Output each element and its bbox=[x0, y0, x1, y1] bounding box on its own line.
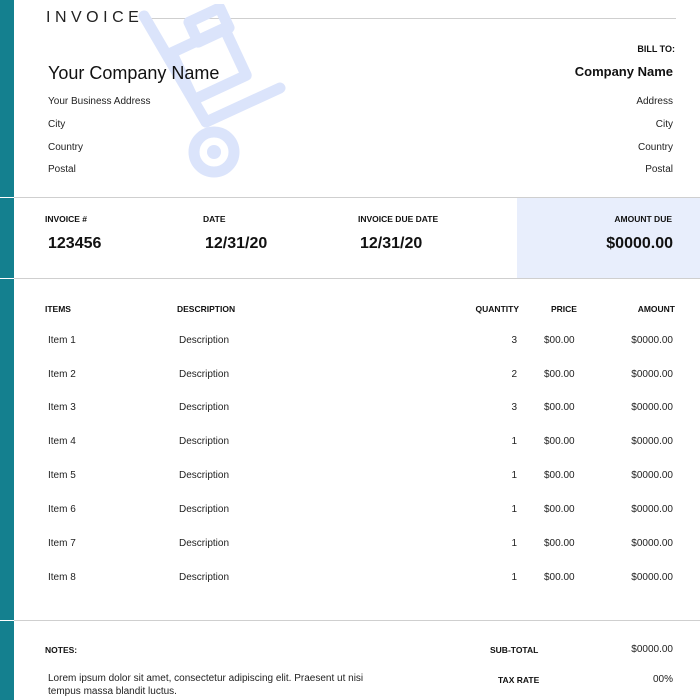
sender-city: City bbox=[48, 119, 66, 130]
item-name: Item 3 bbox=[48, 402, 76, 413]
table-row bbox=[14, 335, 700, 355]
invoice-date: 12/31/20 bbox=[205, 235, 268, 252]
invoice-number-label: INVOICE # bbox=[45, 214, 88, 224]
table-row bbox=[14, 369, 700, 389]
item-price: $00.00 bbox=[544, 538, 575, 549]
item-quantity: 1 bbox=[511, 470, 517, 481]
accent-bar bbox=[0, 0, 14, 197]
item-amount: $0000.00 bbox=[631, 538, 673, 549]
table-row bbox=[14, 538, 700, 558]
hand-truck-icon bbox=[128, 4, 298, 182]
item-name: Item 5 bbox=[48, 470, 76, 481]
date-label: DATE bbox=[203, 214, 226, 224]
item-price: $00.00 bbox=[544, 470, 575, 481]
item-quantity: 1 bbox=[511, 504, 517, 515]
item-amount: $0000.00 bbox=[631, 436, 673, 447]
due-date: 12/31/20 bbox=[360, 235, 423, 252]
item-quantity: 1 bbox=[511, 538, 517, 549]
table-row bbox=[14, 402, 700, 422]
section-divider bbox=[14, 278, 700, 279]
column-header-amount: AMOUNT bbox=[637, 304, 675, 314]
item-quantity: 2 bbox=[511, 369, 517, 380]
item-name: Item 8 bbox=[48, 572, 76, 583]
item-price: $00.00 bbox=[544, 369, 575, 380]
table-row bbox=[14, 436, 700, 456]
column-header-price: PRICE bbox=[551, 304, 577, 314]
item-amount: $0000.00 bbox=[631, 335, 673, 346]
sender-postal: Postal bbox=[48, 164, 76, 175]
client-address: Address bbox=[636, 96, 673, 107]
subtotal-label: SUB-TOTAL bbox=[490, 645, 539, 655]
item-price: $00.00 bbox=[544, 572, 575, 583]
bill-to-label: BILL TO: bbox=[637, 44, 675, 54]
item-amount: $0000.00 bbox=[631, 572, 673, 583]
amount-due-label: AMOUNT DUE bbox=[614, 214, 672, 224]
tax-rate-label: TAX RATE bbox=[498, 675, 540, 685]
client-city: City bbox=[655, 119, 673, 130]
invoice-number: 123456 bbox=[48, 235, 102, 252]
table-row bbox=[14, 572, 700, 592]
notes-label: NOTES: bbox=[45, 645, 78, 655]
item-price: $00.00 bbox=[544, 436, 575, 447]
accent-bar bbox=[0, 198, 14, 278]
amount-due-value: $0000.00 bbox=[606, 235, 673, 252]
invoice-title: INVOICE bbox=[46, 9, 144, 26]
item-amount: $0000.00 bbox=[631, 402, 673, 413]
item-description: Description bbox=[179, 436, 230, 447]
item-description: Description bbox=[179, 335, 230, 346]
item-description: Description bbox=[179, 572, 230, 583]
column-header-quantity: QUANTITY bbox=[475, 304, 519, 314]
client-company-name: Company Name bbox=[574, 64, 673, 79]
notes-text: Lorem ipsum dolor sit amet, consectetur adipiscing elit. Praesent ut nisi tempus massa blandit luctus. bbox=[48, 673, 364, 697]
column-header-description: DESCRIPTION bbox=[177, 304, 236, 314]
item-quantity: 1 bbox=[511, 436, 517, 447]
item-name: Item 4 bbox=[48, 436, 76, 447]
item-description: Description bbox=[179, 504, 230, 515]
item-name: Item 7 bbox=[48, 538, 76, 549]
accent-bar bbox=[0, 279, 14, 620]
sender-company-name: Your Company Name bbox=[48, 63, 220, 83]
item-name: Item 2 bbox=[48, 369, 76, 380]
item-description: Description bbox=[179, 470, 230, 481]
subtotal-value: $0000.00 bbox=[631, 644, 673, 655]
item-price: $00.00 bbox=[544, 335, 575, 346]
item-price: $00.00 bbox=[544, 504, 575, 515]
item-description: Description bbox=[179, 369, 230, 380]
tax-rate-value: 00% bbox=[652, 674, 673, 685]
table-row bbox=[14, 470, 700, 490]
item-quantity: 3 bbox=[511, 402, 517, 413]
item-description: Description bbox=[179, 538, 230, 549]
column-header-items: ITEMS bbox=[45, 304, 71, 314]
item-name: Item 1 bbox=[48, 335, 76, 346]
sender-country: Country bbox=[48, 142, 84, 153]
item-description: Description bbox=[179, 402, 230, 413]
client-country: Country bbox=[637, 142, 673, 153]
item-quantity: 1 bbox=[511, 572, 517, 583]
item-amount: $0000.00 bbox=[631, 504, 673, 515]
item-price: $00.00 bbox=[544, 402, 575, 413]
item-name: Item 6 bbox=[48, 504, 76, 515]
section-divider bbox=[14, 620, 700, 621]
client-postal: Postal bbox=[645, 164, 673, 175]
due-date-label: INVOICE DUE DATE bbox=[358, 214, 439, 224]
accent-bar bbox=[0, 621, 14, 700]
item-quantity: 3 bbox=[511, 335, 517, 346]
sender-address: Your Business Address bbox=[48, 96, 151, 107]
item-amount: $0000.00 bbox=[631, 470, 673, 481]
item-amount: $0000.00 bbox=[631, 369, 673, 380]
table-row bbox=[14, 504, 700, 524]
